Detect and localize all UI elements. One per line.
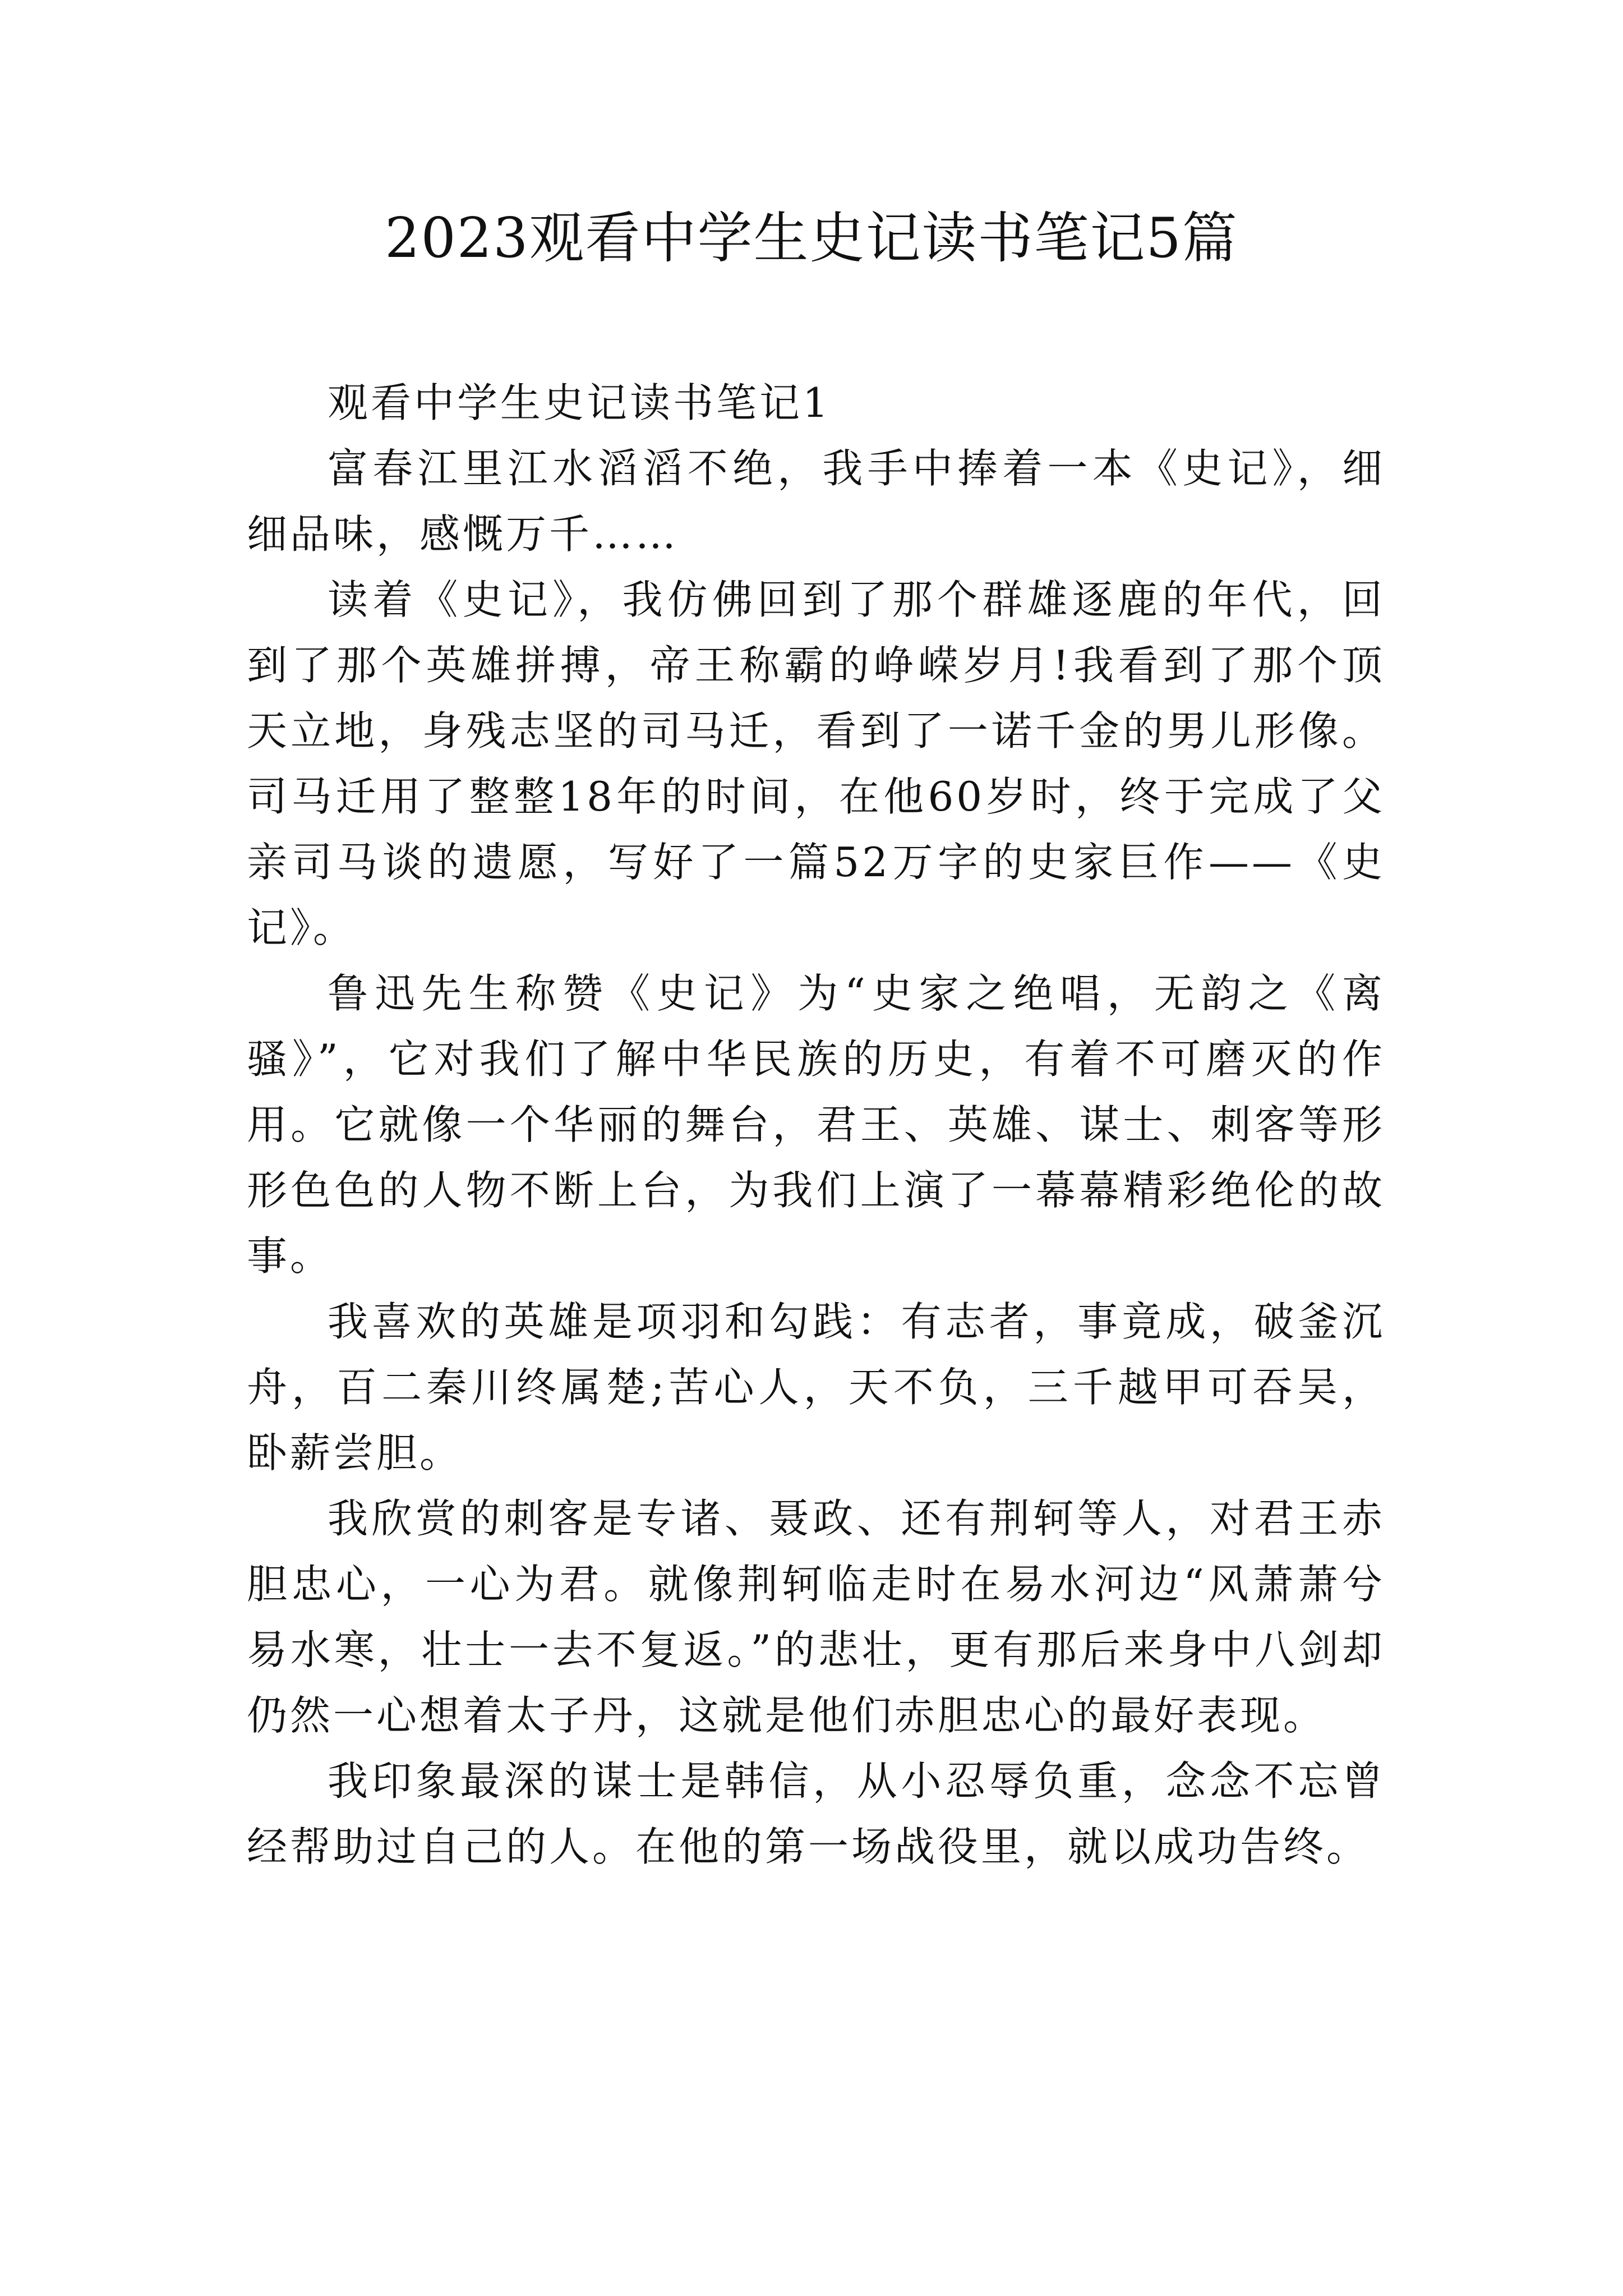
paragraph: 我欣赏的刺客是专诸、聂政、还有荆轲等人，对君王赤胆忠心，一心为君。就像荆轲临走时在易水河边“风萧萧兮易水寒，壮士一去不复返。”的悲壮，更有那后来身中八剑却仍然一心想着太子丹，这就是他们赤胆忠心的最好表现。 — [247, 1495, 1385, 1739]
paragraph: 富春江里江水滔滔不绝，我手中捧着一本《史记》，细细品味，感慨万千…… — [247, 445, 1385, 558]
paragraph: 鲁迅先生称赞《史记》为“史家之绝唱，无韵之《离骚》”，它对我们了解中华民族的历史，有着不可磨灭的作用。它就像一个华丽的舞台，君王、英雄、谋士、刺客等形形色色的人物不断上台，为我们上演了一幕幕精彩绝伦的故事。 — [247, 970, 1385, 1280]
paragraph: 我喜欢的英雄是项羽和勾践：有志者，事竟成，破釜沉舟，百二秦川终属楚;苦心人，天不负，三千越甲可吞吴，卧薪尝胆。 — [247, 1298, 1385, 1476]
document-title: 2023观看中学生史记读书笔记5篇 — [385, 206, 1238, 270]
paragraph: 读着《史记》，我仿佛回到了那个群雄逐鹿的年代，回到了那个英雄拼搏，帝王称霸的峥嵘岁月!我看到了那个顶天立地，身残志坚的司马迁，看到了一诺千金的男儿形像。司马迁用了整整18年的时间，在他60岁时，终于完成了父亲司马谈的遗愿，写好了一篇52万字的史家巨作——《史记》。 — [247, 576, 1385, 951]
section-heading: 观看中学生史记读书笔记1 — [328, 379, 831, 426]
document-body — [247, 370, 1385, 1880]
paragraph: 我印象最深的谋士是韩信，从小忍辱负重，念念不忘曾经帮助过自己的人。在他的第一场战役里，就以成功告终。 — [247, 1757, 1385, 1870]
